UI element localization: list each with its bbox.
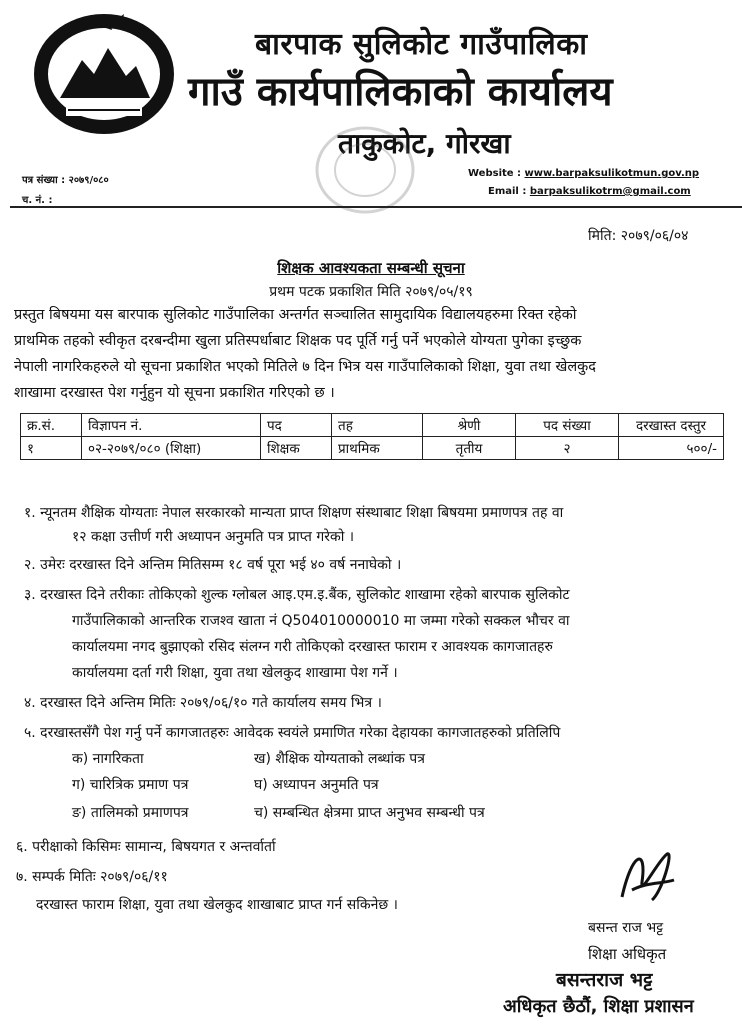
- handwritten-signature-icon: [612, 842, 682, 912]
- list-item: कार्यालयमा दर्ता गरी शिक्षा, युवा तथा खेलकुद शाखामा पेश गर्ने ।: [72, 665, 398, 681]
- table-header: पद संख्या: [516, 414, 619, 437]
- list-item: ७. सम्पर्क मितिः २०७९/०६/११: [16, 869, 168, 885]
- doc-item: घ) अध्यापन अनुमति पत्र: [254, 777, 379, 793]
- table-header: विज्ञापन नं.: [82, 414, 261, 437]
- notice-paragraph: [14, 302, 728, 406]
- office-name: गाउँ कार्यपालिकाको कार्यालय: [188, 69, 613, 115]
- table-cell: २: [516, 437, 619, 460]
- municipality-name: बारपाक सुलिकोट गाउँपालिका: [255, 27, 588, 62]
- faded-stamp-icon: [310, 120, 420, 220]
- signatory-name: बसन्त राज भट्ट: [588, 920, 664, 936]
- table-header: पद: [261, 414, 332, 437]
- table-header-row: [21, 414, 724, 437]
- dispatch-number: च. नं. :: [22, 195, 53, 206]
- list-item: ६. परीक्षाको किसिमः सामान्य, बिषयगत र अन्तर्वार्ता: [16, 839, 276, 855]
- list-item: गाउँपालिकाको आन्तरिक राजश्व खाता नं Q504010000010 मा जम्मा गरेको सक्कल भौचर वा: [72, 613, 570, 629]
- header-divider: [10, 206, 742, 208]
- doc-item: ङ) तालिमको प्रमाणपत्र: [72, 805, 189, 821]
- doc-item: ख) शैक्षिक योग्यताको लब्धांक पत्र: [254, 751, 425, 767]
- table-header: श्रेणी: [423, 414, 516, 437]
- table-header: दरखास्त दस्तुर: [619, 414, 724, 437]
- table-cell: १: [21, 437, 82, 460]
- list-item: १. न्यूनतम शैक्षिक योग्यताः नेपाल सरकारको मान्यता प्राप्त शिक्षण संस्थाबाट शिक्षा बिषयमा प्रमाणपत्र तह वा: [24, 505, 564, 521]
- table-cell: ०२-२०७९/०८० (शिक्षा): [82, 437, 261, 460]
- email-line: [488, 186, 691, 197]
- signatory-designation: शिक्षा अधिकृत: [588, 945, 667, 963]
- email-link[interactable]: barpaksulikotrm@gmail.com: [529, 186, 691, 197]
- table-cell: ५००/-: [619, 437, 724, 460]
- doc-item: क) नागरिकता: [72, 751, 144, 767]
- paragraph-line: शाखामा दरखास्त पेश गर्नुहुन यो सूचना प्रकाशित गरिएको छ ।: [14, 385, 335, 401]
- doc-item: ग) चारित्रिक प्रमाण पत्र: [72, 777, 189, 793]
- website-label: Website :: [468, 168, 522, 179]
- email-label: Email :: [488, 186, 527, 197]
- paragraph-line: नेपाली नागरिकहरुले यो सूचना प्रकाशित भएको मितिले ७ दिन भित्र यस गाउँपालिकाको शिक्षा, युवा तथा खेलकुद: [14, 359, 596, 375]
- table-cell: तृतीय: [423, 437, 516, 460]
- stamp-title: अधिकृत छैठौं, शिक्षा प्रशासन: [503, 996, 694, 1017]
- paragraph-line: प्राथमिक तहको स्वीकृत दरबन्दीमा खुला प्रतिस्पर्धाबाट शिक्षक पद पूर्ति गर्नु पर्ने भएकोले योग्यता पुगेका इच्छुक: [14, 333, 582, 349]
- table-header: तह: [332, 414, 423, 437]
- website-line: [468, 168, 699, 179]
- office-address: ताकुकोट, गोरखा: [338, 127, 511, 160]
- list-item: कार्यालयमा नगद बुझाएको रसिद संलग्न गरी तोकिएको दरखास्त फाराम र आवश्यक कागजातहरु: [72, 639, 553, 655]
- notice-subtitle: प्रथम पटक प्रकाशित मिति २०७९/०५/१९: [269, 284, 473, 300]
- list-item: ५. दरखास्तसँगै पेश गर्नु पर्ने कागजातहरुः आवेदक स्वयंले प्रमाणित गरेका देहायका कागजातहरुको प्रतिलिपि: [24, 725, 561, 741]
- table-cell: प्राथमिक: [332, 437, 423, 460]
- list-item: १२ कक्षा उत्तीर्ण गरी अध्यापन अनुमति पत्र प्राप्त गरेको ।: [72, 529, 355, 545]
- list-item: २. उमेरः दरखास्त दिने अन्तिम मितिसम्म १८ वर्ष पूरा भई ४० वर्ष ननाघेको ।: [24, 557, 402, 573]
- vacancy-table: [20, 413, 724, 460]
- list-item: ३. दरखास्त दिने तरीकाः तोकिएको शुल्क ग्लोबल आइ.एम.इ.बैंक, सुलिकोट शाखामा रहेको बारपाक सुलिकोट: [24, 587, 570, 603]
- nepal-emblem-logo: [30, 8, 178, 138]
- list-item: ४. दरखास्त दिने अन्तिम मितिः २०७९/०६/१० गते कार्यालय समय भित्र ।: [24, 695, 382, 711]
- doc-item: च) सम्बन्धित क्षेत्रमा प्राप्त अनुभव सम्बन्धी पत्र: [254, 805, 485, 821]
- closing-line: दरखास्त फाराम शिक्षा, युवा तथा खेलकुद शाखाबाट प्राप्त गर्न सकिनेछ ।: [36, 897, 398, 913]
- notice-title: शिक्षक आवश्यकता सम्बन्धी सूचना: [277, 259, 465, 277]
- paragraph-line: प्रस्तुत बिषयमा यस बारपाक सुलिकोट गाउँपालिका अन्तर्गत सञ्चालित सामुदायिक विद्यालयहरुमा रिक्त रहेको: [14, 307, 577, 323]
- table-header: क्र.सं.: [21, 414, 82, 437]
- letter-number: पत्र संख्या : २०७९/०८०: [22, 175, 109, 186]
- website-link[interactable]: www.barpaksulikotmun.gov.np: [524, 168, 700, 179]
- stamp-name: बसन्तराज भट्ट: [556, 969, 653, 991]
- table-row: [21, 437, 724, 460]
- table-cell: शिक्षक: [261, 437, 332, 460]
- notice-date: मिति: २०७९/०६/०४: [588, 228, 689, 244]
